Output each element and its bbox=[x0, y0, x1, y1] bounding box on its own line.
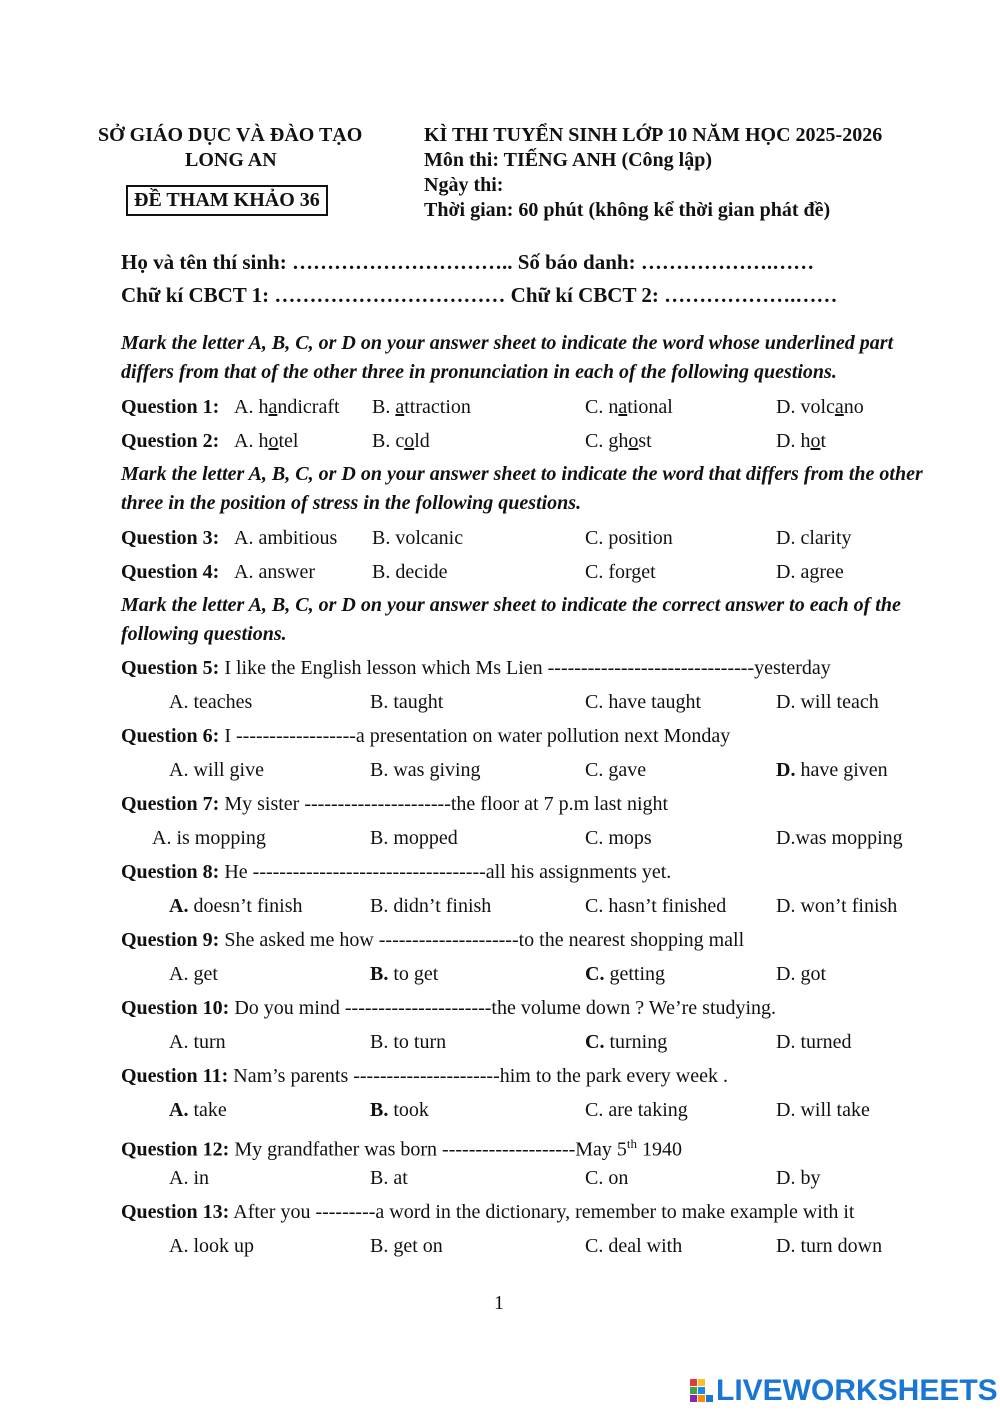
q6-option-c[interactable]: C. gave bbox=[585, 759, 647, 781]
page-number: 1 bbox=[494, 1292, 504, 1314]
exam-subject: Môn thi: TIẾNG ANH (Công lập) bbox=[424, 149, 713, 171]
instruction-correct-answer: Mark the letter A, B, C, or D on your answer sheet to indicate the correct answer to each of the following questions. bbox=[121, 594, 901, 645]
q2-option-b[interactable]: B. cold bbox=[372, 430, 430, 452]
q5-option-c[interactable]: C. have taught bbox=[585, 691, 702, 713]
q11-option-b[interactable]: B. took bbox=[370, 1099, 429, 1121]
question-1: Question 1: bbox=[121, 396, 220, 418]
exam-duration: Thời gian: 60 phút (không kể thời gian phát đề) bbox=[424, 199, 831, 221]
q3-option-d[interactable]: D. clarity bbox=[776, 527, 852, 549]
question-8: Question 8: He -----------------------------------all his assignments yet. bbox=[121, 861, 672, 883]
question-5: Question 5: I like the English lesson which Ms Lien -------------------------------yesterday bbox=[121, 657, 831, 679]
q13-option-c[interactable]: C. deal with bbox=[585, 1235, 683, 1257]
question-4: Question 4: bbox=[121, 561, 220, 583]
q10-option-a[interactable]: A. turn bbox=[169, 1031, 226, 1053]
q2-option-d[interactable]: D. hot bbox=[776, 430, 827, 452]
question-2: Question 2: bbox=[121, 430, 220, 452]
q10-option-c[interactable]: C. turning bbox=[585, 1031, 668, 1053]
q13-option-a[interactable]: A. look up bbox=[169, 1235, 254, 1257]
q5-option-a[interactable]: A. teaches bbox=[169, 691, 253, 713]
q7-option-b[interactable]: B. mopped bbox=[370, 827, 458, 849]
q8-option-c[interactable]: C. hasn’t finished bbox=[585, 895, 727, 917]
q13-option-b[interactable]: B. get on bbox=[370, 1235, 443, 1257]
q4-option-c[interactable]: C. forget bbox=[585, 561, 656, 583]
question-11: Question 11: Nam’s parents ----------------------him to the park every week . bbox=[121, 1065, 728, 1087]
question-7: Question 7: My sister ----------------------the floor at 7 p.m last night bbox=[121, 793, 669, 815]
q9-option-b[interactable]: B. to get bbox=[370, 963, 439, 985]
q13-option-d[interactable]: D. turn down bbox=[776, 1235, 883, 1257]
q12-option-c[interactable]: C. on bbox=[585, 1167, 629, 1189]
q4-option-a[interactable]: A. answer bbox=[234, 561, 316, 583]
q11-option-d[interactable]: D. will take bbox=[776, 1099, 870, 1121]
q3-option-a[interactable]: A. ambitious bbox=[234, 527, 338, 549]
question-13: Question 13: After you ---------a word in the dictionary, remember to make example with it bbox=[121, 1201, 855, 1223]
q5-option-d[interactable]: D. will teach bbox=[776, 691, 879, 713]
liveworksheets-logo: LIVEWORKSHEETS bbox=[690, 1374, 998, 1408]
exam-date: Ngày thi: bbox=[424, 174, 504, 196]
question-9: Question 9: She asked me how ---------------------to the nearest shopping mall bbox=[121, 929, 745, 951]
proctor-signature-line: Chữ kí CBCT 1: …………………………… Chữ kí CBCT 2: ……………….…… bbox=[121, 283, 838, 307]
q3-option-b[interactable]: B. volcanic bbox=[372, 527, 464, 549]
liveworksheets-icon bbox=[690, 1379, 714, 1403]
q10-option-b[interactable]: B. to turn bbox=[370, 1031, 447, 1053]
candidate-name-line: Họ và tên thí sinh: ………………………….. Số báo danh: ……………….…… bbox=[121, 250, 815, 274]
q1-option-a[interactable]: A. handicraft bbox=[234, 396, 340, 418]
reference-exam-box: ĐỀ THAM KHẢO 36 bbox=[126, 185, 328, 216]
question-10: Question 10: Do you mind ----------------------the volume down ? We’re studying. bbox=[121, 997, 777, 1019]
department-name: SỞ GIÁO DỤC VÀ ĐÀO TẠO bbox=[98, 124, 363, 146]
question-12: Question 12: My grandfather was born --------------------May 5th 1940 bbox=[121, 1136, 683, 1161]
province-name: LONG AN bbox=[185, 149, 277, 171]
q2-option-a[interactable]: A. hotel bbox=[234, 430, 299, 452]
q11-option-a[interactable]: A. take bbox=[169, 1099, 227, 1121]
question-6: Question 6: I ------------------a presentation on water pollution next Monday bbox=[121, 725, 731, 747]
exam-title: KÌ THI TUYỂN SINH LỚP 10 NĂM HỌC 2025-2026 bbox=[424, 124, 883, 146]
q7-option-c[interactable]: C. mops bbox=[585, 827, 652, 849]
question-3: Question 3: bbox=[121, 527, 220, 549]
q12-option-a[interactable]: A. in bbox=[169, 1167, 209, 1189]
q7-option-a[interactable]: A. is mopping bbox=[152, 827, 266, 849]
q1-option-d[interactable]: D. volcano bbox=[776, 396, 864, 418]
q5-option-b[interactable]: B. taught bbox=[370, 691, 444, 713]
q12-option-b[interactable]: B. at bbox=[370, 1167, 408, 1189]
instruction-stress: Mark the letter A, B, C, or D on your answer sheet to indicate the word that differs from the other three in the position of stress in the following questions. bbox=[121, 463, 923, 514]
q6-option-a[interactable]: A. will give bbox=[169, 759, 264, 781]
q7-option-d[interactable]: D.was mopping bbox=[776, 827, 903, 849]
q9-option-c[interactable]: C. getting bbox=[585, 963, 665, 985]
q12-option-d[interactable]: D. by bbox=[776, 1167, 821, 1189]
q9-option-a[interactable]: A. get bbox=[169, 963, 218, 985]
q4-option-d[interactable]: D. agree bbox=[776, 561, 844, 583]
q9-option-d[interactable]: D. got bbox=[776, 963, 826, 985]
q1-option-b[interactable]: B. attraction bbox=[372, 396, 471, 418]
q11-option-c[interactable]: C. are taking bbox=[585, 1099, 688, 1121]
q8-option-a[interactable]: A. doesn’t finish bbox=[169, 895, 303, 917]
q8-option-b[interactable]: B. didn’t finish bbox=[370, 895, 492, 917]
instruction-pronunciation: Mark the letter A, B, C, or D on your answer sheet to indicate the word whose underlined part differs from that of the other three in pronunciation in each of the following questions. bbox=[121, 332, 894, 383]
q2-option-c[interactable]: C. ghost bbox=[585, 430, 652, 452]
q6-option-d[interactable]: D. have given bbox=[776, 759, 888, 781]
q3-option-c[interactable]: C. position bbox=[585, 527, 673, 549]
q8-option-d[interactable]: D. won’t finish bbox=[776, 895, 898, 917]
q10-option-d[interactable]: D. turned bbox=[776, 1031, 852, 1053]
q4-option-b[interactable]: B. decide bbox=[372, 561, 448, 583]
q1-option-c[interactable]: C. national bbox=[585, 396, 673, 418]
q6-option-b[interactable]: B. was giving bbox=[370, 759, 481, 781]
